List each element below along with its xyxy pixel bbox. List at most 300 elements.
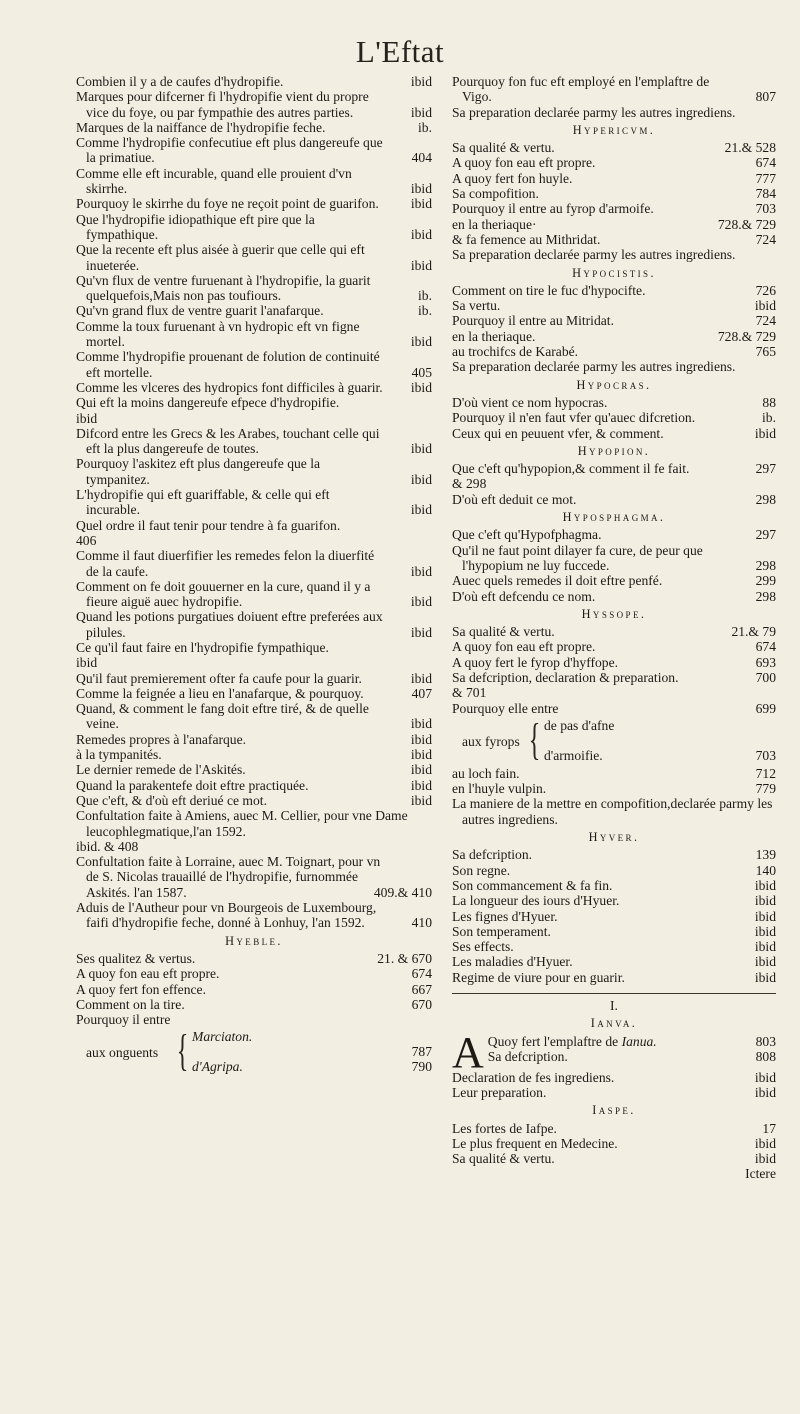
entry-text: Que la recente eft plus aisée à guerir que celle qui eft inueterée.	[76, 242, 365, 273]
index-entry	[76, 319, 432, 350]
page-ref: ibid	[410, 257, 432, 273]
entry-text: Confultation faite à Amiens, auec M. Cellier, pour vne Dame leucophlegmatique,l'an 1592.	[76, 808, 408, 839]
entry-text: Aduis de l'Autheur pour vn Bourgeois de Luxembourg, faifi d'hydropifie feche, donné à Lonhuy, l'an 1592.	[76, 900, 377, 931]
index-entry	[76, 732, 432, 747]
index-entry	[76, 166, 432, 197]
index-entry	[76, 212, 432, 243]
index-entry	[76, 778, 432, 793]
page-ref: 728.& 729	[717, 216, 776, 232]
ianua-entries	[452, 1070, 776, 1101]
hyssope-entries	[452, 624, 776, 716]
page-ref: 724	[755, 231, 776, 247]
index-entry	[76, 487, 432, 518]
page-ref: 726	[755, 282, 776, 298]
page-ref: 299	[755, 573, 776, 589]
index-entry	[76, 900, 432, 931]
index-entry	[76, 982, 432, 997]
index-entry	[452, 655, 776, 670]
index-entry	[452, 954, 776, 969]
entry-text: Ce qu'il faut faire en l'hydropifie fympathique.	[76, 639, 329, 655]
index-entry	[76, 579, 432, 610]
index-entry	[452, 970, 776, 985]
entry-text: Comment on tire le fuc d'hypocifte.	[452, 282, 646, 298]
entry-text: Sa preparation declarée parmy les autres ingrediens.	[452, 104, 736, 120]
brace-group-onguents	[76, 1026, 432, 1077]
letter-heading: I.	[610, 998, 618, 1014]
entry-text: Sa defcription.	[452, 847, 533, 863]
page-ref: ibid	[754, 923, 776, 939]
brace-symbol: {	[528, 714, 541, 764]
page-ref: 808	[755, 1048, 776, 1064]
entry-text: Sa defcription, declaration & preparation.	[452, 669, 679, 685]
index-entry	[452, 670, 776, 685]
left-entries	[76, 74, 432, 931]
page-ref: 777	[755, 170, 776, 186]
index-entry	[452, 329, 776, 344]
index-entry	[452, 217, 776, 232]
entry-text: Pourquoy fon fuc eft employé en l'emplaftre de Vigo.	[452, 74, 710, 105]
entry-text: D'où vient ce nom hypocras.	[452, 394, 608, 410]
brace-group-fyrops	[452, 714, 776, 764]
entry-text: Ceux qui en peuuent vfer, & comment.	[452, 425, 664, 441]
section-rule	[452, 993, 776, 994]
page-ref: 779	[755, 781, 776, 797]
hyposphagma-entries	[452, 527, 776, 603]
index-entry	[76, 655, 432, 670]
entry-text: Sa qualité & vertu.	[452, 140, 555, 156]
page-ref: 409.& 410	[373, 884, 432, 900]
hyeble-entries	[76, 951, 432, 1027]
page-ref: 724	[755, 313, 776, 329]
entry-text: Comme elle eft incurable, quand elle prouient d'vn skirrhe.	[76, 165, 352, 197]
entry-text: en l'huyle vulpin.	[452, 781, 547, 797]
index-entry	[452, 186, 776, 201]
index-entry	[452, 359, 776, 374]
page-ref: 765	[755, 344, 776, 360]
brace-option-2: d'armoifie.	[544, 747, 603, 763]
index-entry	[452, 527, 776, 542]
entry-text: Pourquoy l'askitez eft plus dangereufe que la tympanitez.	[76, 456, 321, 487]
index-entry	[76, 273, 432, 304]
entry-text: Comme l'hydropifie confecutiue eft plus dangereufe que la primatiue.	[76, 135, 383, 166]
index-entry	[76, 609, 432, 640]
index-entry	[452, 1070, 776, 1085]
page-ref: 297	[755, 527, 776, 543]
entry-text: A quoy fert fon effence.	[76, 981, 206, 997]
page-ref: ibid	[410, 441, 432, 457]
page-ref: ibid	[754, 893, 776, 909]
index-entry	[76, 951, 432, 966]
page-ref: 670	[411, 996, 432, 1012]
index-entry	[76, 395, 432, 410]
page-ref: 405	[411, 364, 432, 380]
entry-text: Sa compofition.	[452, 186, 539, 202]
brace-option-2: d'Agripa.	[192, 1059, 243, 1075]
entry-text: Qu'il ne faut point dilayer fa cure, de peur que l'hypopium ne luy fuccede.	[452, 542, 703, 573]
entry-text: Pourquoy il entre au fyrop d'armoife.	[452, 201, 654, 217]
entry-text: 406	[76, 532, 97, 548]
index-entry	[76, 74, 432, 89]
entry-text: Comme la toux furuenant à vn hydropic eft vn figne mortel.	[76, 318, 360, 350]
index-entry	[452, 639, 776, 654]
page-ref: 693	[755, 654, 776, 670]
entry-text: A quoy fert fon huyle.	[452, 170, 573, 186]
index-entry	[452, 1136, 776, 1151]
entry-text: Difcord entre les Grecs & les Arabes, touchant celle qui eft la plus dangereufe de toutes.	[76, 425, 380, 457]
index-entry	[76, 762, 432, 777]
entry-text: Marques de la naiffance de l'hydropifie feche.	[76, 119, 326, 135]
index-entry	[76, 426, 432, 457]
entry-text: Quoy fert l'emplaftre de	[487, 1033, 622, 1049]
page-ref: ibid	[754, 1069, 776, 1085]
index-entry	[76, 349, 432, 380]
page-ref: 807	[755, 89, 776, 105]
entry-text: Ses effects.	[452, 939, 514, 955]
entry-text: Pourquoy il n'en faut vfer qu'auec difcretion.	[452, 410, 696, 426]
iaspe-entries	[452, 1121, 776, 1167]
entry-text: La maniere de la mettre en compofition,declarée parmy les autres ingrediens.	[452, 796, 773, 827]
heading-hyposphagma: Hyposphagma.	[562, 510, 666, 525]
index-entry	[452, 909, 776, 924]
page-ref: 803	[755, 1033, 776, 1049]
index-entry	[452, 247, 776, 262]
heading-ianua: Ianva.	[590, 1016, 638, 1031]
entry-text: en la theriaque·	[452, 216, 537, 232]
page-ref: ibid	[410, 747, 432, 763]
brace-option-1: Marciaton.	[192, 1029, 253, 1045]
right-top-entries	[452, 74, 776, 120]
entry-text: Qui eft la moins dangereufe efpece d'hydropifie.	[76, 395, 340, 411]
page-ref: ibid	[754, 1084, 776, 1100]
page-ref: ibid	[410, 594, 432, 610]
brace-option-1: de pas d'afne	[544, 717, 615, 733]
page-ref: ibid	[410, 777, 432, 793]
index-entry	[452, 624, 776, 639]
page-ref: 790	[411, 1059, 432, 1075]
page-ref: ibid	[754, 1135, 776, 1151]
entry-text: Sa preparation declarée parmy les autres ingrediens.	[452, 359, 736, 375]
index-entry	[452, 685, 776, 700]
heading-hypericum: Hypericvm.	[572, 122, 656, 137]
index-entry	[452, 878, 776, 893]
index-entry	[452, 893, 776, 908]
entry-text: & fa femence au Mithridat.	[452, 231, 601, 247]
entry-text: Quand la parakentefe doit eftre practiquée.	[76, 777, 309, 793]
page-ref: ibid	[410, 74, 432, 89]
page-ref: ib.	[418, 288, 432, 304]
index-entry	[452, 939, 776, 954]
entry-text: Le plus frequent en Medecine.	[452, 1135, 618, 1151]
entry-text: Sa vertu.	[452, 298, 501, 314]
entry-text: Qu'il faut premierement ofter fa caufe pour la guarir.	[76, 670, 362, 686]
index-entry	[452, 410, 776, 425]
brace-label: aux fyrops	[462, 733, 520, 749]
entry-text: Son commancement & fa fin.	[452, 877, 613, 893]
entry-text: A quoy fon eau eft propre.	[76, 966, 220, 982]
page-ref: 88	[762, 394, 776, 410]
entry-text: ibid	[76, 410, 98, 426]
entry-text: Son regne.	[452, 862, 511, 878]
index-entry	[452, 283, 776, 298]
page-ref: 297	[755, 461, 776, 477]
index-entry	[452, 298, 776, 313]
page-ref: 298	[755, 491, 776, 507]
page-ref: 17	[762, 1120, 776, 1136]
index-entry	[452, 201, 776, 216]
hypocras-entries	[452, 395, 776, 441]
index-entry	[452, 492, 776, 507]
index-entry	[452, 344, 776, 359]
entry-text: Sa preparation declarée parmy les autres ingrediens.	[452, 247, 736, 263]
brace-label: aux onguents	[86, 1045, 159, 1061]
index-entry	[76, 411, 432, 426]
page-ref: ibid	[410, 670, 432, 686]
entry-text: Combien il y a de caufes d'hydropifie.	[76, 74, 284, 89]
entry-text: ibid. & 408	[76, 838, 139, 854]
entry-text: Declaration de fes ingrediens.	[452, 1069, 615, 1085]
index-entry	[452, 1085, 776, 1100]
entry-text: Sa qualité & vertu.	[452, 624, 555, 640]
entry-italic: Ianua.	[621, 1033, 657, 1049]
index-entry	[452, 1034, 776, 1049]
page-ref: ibid	[410, 471, 432, 487]
catchword: Ictere	[745, 1166, 776, 1182]
page-ref: 703	[755, 201, 776, 217]
heading-hyssope: Hyssope.	[581, 606, 647, 621]
page-ref: ibid	[754, 298, 776, 314]
index-entry	[452, 847, 776, 862]
index-entry	[452, 573, 776, 588]
index-entry	[76, 997, 432, 1012]
entry-text: Auec quels remedes il doit eftre penfé.	[452, 573, 663, 589]
entry-text: D'où eft defcendu ce nom.	[452, 588, 596, 604]
index-entry	[452, 74, 776, 105]
page-ref: 140	[755, 862, 776, 878]
entry-text: Le dernier remede de l'Askités.	[76, 762, 246, 778]
page-ref: 410	[411, 915, 432, 931]
index-entry	[452, 461, 776, 476]
entry-text: au trochifcs de Karabé.	[452, 344, 579, 360]
entry-text: Quand les potions purgatiues doiuent eftre preferées aux pilules.	[76, 609, 383, 640]
entry-text: Que l'hydropifie idiopathique eft pire que la fympathique.	[76, 211, 315, 242]
entry-text: Regime de viure pour en guarir.	[452, 969, 625, 985]
page-ref: ibid	[410, 334, 432, 350]
index-entry	[76, 686, 432, 701]
entry-text: Pourquoy il entre au Mitridat.	[452, 313, 614, 329]
page-ref: ibid	[754, 939, 776, 955]
index-entry	[452, 476, 776, 491]
page-ref: 712	[755, 765, 776, 781]
index-entry	[76, 793, 432, 808]
index-entry	[76, 533, 432, 548]
page-ref: 674	[411, 966, 432, 982]
index-entry	[452, 1121, 776, 1136]
ianua-drop-block	[452, 1034, 776, 1070]
index-entry	[76, 854, 432, 900]
page-ref: 21.& 79	[731, 624, 776, 640]
page-ref: 728.& 729	[717, 328, 776, 344]
entry-text: Comme l'hydropifie prouenant de folution de continuité eft mortelle.	[76, 349, 380, 380]
page-ref: ibid	[410, 731, 432, 747]
entry-text: Ses qualitez & vertus.	[76, 950, 196, 966]
hyssope-after-entries	[452, 766, 776, 827]
entry-text: Leur preparation.	[452, 1084, 547, 1100]
entry-text: Les maladies d'Hyuer.	[452, 954, 573, 970]
index-entry	[76, 303, 432, 318]
index-entry	[452, 232, 776, 247]
page-ref: 139	[755, 847, 776, 863]
right-column	[452, 74, 776, 1182]
index-entry	[76, 839, 432, 854]
entry-text: A quoy fon eau eft propre.	[452, 155, 596, 171]
page-ref: ibid	[410, 716, 432, 732]
index-entry	[452, 543, 776, 574]
heading-hyver: Hyver.	[588, 830, 640, 845]
entry-text: Que c'eft, & d'où eft deriué ce mot.	[76, 792, 267, 808]
hypopion-entries	[452, 461, 776, 507]
hypocistis-entries	[452, 283, 776, 375]
page-ref: ibid	[410, 762, 432, 778]
entry-text: Sa defcription.	[487, 1048, 568, 1064]
page-ref: 674	[755, 155, 776, 171]
entry-text: ibid	[76, 655, 98, 671]
entry-text: Les fignes d'Hyuer.	[452, 908, 558, 924]
index-entry	[76, 242, 432, 273]
page-ref: ibid	[410, 104, 432, 120]
entry-text: Que c'eft qu'Hypofphagma.	[452, 527, 602, 543]
entry-text: Qu'vn grand flux de ventre guarit l'anafarque.	[76, 303, 324, 319]
entry-text: L'hydropifie qui eft guariffable, & celle qui eft incurable.	[76, 487, 330, 518]
page-ref: 407	[411, 685, 432, 701]
heading-iaspe: Iaspe.	[592, 1103, 636, 1118]
entry-text: Pourquoy elle entre	[452, 700, 559, 716]
page-ref: ibid	[410, 792, 432, 808]
page-ref: ibid	[754, 425, 776, 441]
index-entry	[452, 171, 776, 186]
heading-hypocistis: Hypocistis.	[572, 265, 656, 280]
index-entry	[452, 426, 776, 441]
heading-hypocras: Hypocras.	[576, 377, 652, 392]
index-entry	[452, 924, 776, 939]
entry-text: Confultation faite à Lorraine, auec M. Toignart, pour vn de S. Nicolas trauaillé de l'hydropifie, furnommée Askités. l'an 1587.	[76, 854, 381, 900]
page-ref: 404	[411, 150, 432, 166]
index-entry	[76, 196, 432, 211]
page-ref: 298	[755, 557, 776, 573]
page-ref: ibid	[410, 196, 432, 212]
entry-text: Comme la feignée a lieu en l'anafarque, & pourquoy.	[76, 685, 364, 701]
index-entry	[76, 966, 432, 981]
page-ref: ibid	[410, 563, 432, 579]
index-entry	[76, 701, 432, 732]
entry-text: à la tympanités.	[76, 747, 162, 763]
entry-text: Comment on fe doit gouuerner en la cure, quand il y a fieure aiguë auec hydropifie.	[76, 578, 371, 610]
index-entry	[452, 105, 776, 120]
page-ref: ib.	[762, 410, 776, 426]
index-entry	[76, 1012, 432, 1027]
entry-text: Que c'eft qu'hypopion,& comment il fe fait.	[452, 461, 690, 477]
page-ref: ibid	[754, 954, 776, 970]
entry-text: Quand, & comment le fang doit eftre tiré, & de quelle veine.	[76, 701, 369, 732]
page-ref: 699	[755, 700, 776, 716]
index-entry	[76, 747, 432, 762]
page-ref: 298	[755, 588, 776, 604]
page-ref: ibid	[754, 908, 776, 924]
index-entry	[452, 313, 776, 328]
entry-text: Pourquoy il entre	[76, 1012, 171, 1028]
index-entry	[452, 395, 776, 410]
page-ref: 21. & 670	[377, 950, 432, 966]
entry-text: La longueur des iours d'Hyuer.	[452, 893, 620, 909]
index-entry	[452, 1049, 776, 1064]
left-column	[76, 74, 432, 1079]
heading-hypopion: Hypopion.	[577, 443, 651, 458]
page-ref: ib.	[418, 119, 432, 135]
page-ref: ibid	[410, 502, 432, 518]
index-entry	[452, 155, 776, 170]
entry-text: Son temperament.	[452, 923, 551, 939]
page-ref: 787	[411, 1044, 432, 1060]
entry-text: Comme les vlceres des hydropics font difficiles à guarir.	[76, 379, 383, 395]
index-entry	[76, 671, 432, 686]
page-ref: ibid	[410, 226, 432, 242]
entry-text: Comment on la tire.	[76, 996, 185, 1012]
page-ref: 703	[755, 747, 776, 763]
index-entry	[452, 863, 776, 878]
entry-text: Pourquoy le skirrhe du foye ne reçoit point de guarifon.	[76, 196, 379, 212]
hypericum-entries	[452, 140, 776, 262]
heading-hyeble: Hyeble.	[225, 933, 283, 948]
page-ref: 784	[755, 186, 776, 202]
entry-text: Qu'vn flux de ventre furuenant à l'hydropifie, la guarit quelquefois,Mais non pas toufiours.	[76, 272, 371, 304]
index-entry	[452, 1151, 776, 1166]
page-ref: ibid	[754, 877, 776, 893]
brace-symbol: {	[176, 1026, 189, 1076]
index-entry	[76, 640, 432, 655]
index-entry	[452, 766, 776, 781]
entry-text: A quoy fert le fyrop d'hyffope.	[452, 654, 619, 670]
index-entry	[76, 808, 432, 839]
running-header: L'Eftat	[355, 34, 445, 69]
index-entry	[76, 456, 432, 487]
entry-text: A quoy fon eau eft propre.	[452, 639, 596, 655]
entry-text: Quel ordre il faut tenir pour tendre à fa guarifon.	[76, 517, 341, 533]
entry-text: au loch fain.	[452, 765, 520, 781]
index-entry	[452, 781, 776, 796]
index-entry	[76, 548, 432, 579]
page-ref: 667	[411, 981, 432, 997]
index-entry	[452, 589, 776, 604]
index-entry	[452, 140, 776, 155]
index-entry	[76, 120, 432, 135]
index-entry	[76, 380, 432, 395]
page-ref: ibid	[754, 1151, 776, 1167]
page-ref: ibid	[410, 379, 432, 395]
hyver-entries	[452, 847, 776, 985]
page-ref: ibid	[410, 624, 432, 640]
page-ref: ib.	[418, 303, 432, 319]
entry-text: & 701	[452, 685, 487, 701]
entry-text: en la theriaque.	[452, 328, 536, 344]
entry-text: D'où eft deduit ce mot.	[452, 491, 577, 507]
index-entry	[452, 796, 776, 827]
entry-text: Marques pour difcerner fi l'hydropifie vient du propre vice du foye, ou par fympathie des autres parties.	[76, 89, 369, 120]
page-ref: 700	[755, 669, 776, 685]
index-entry	[76, 518, 432, 533]
index-entry	[76, 89, 432, 120]
page-ref: ibid	[754, 969, 776, 985]
index-entry	[452, 701, 776, 716]
index-entry	[76, 135, 432, 166]
